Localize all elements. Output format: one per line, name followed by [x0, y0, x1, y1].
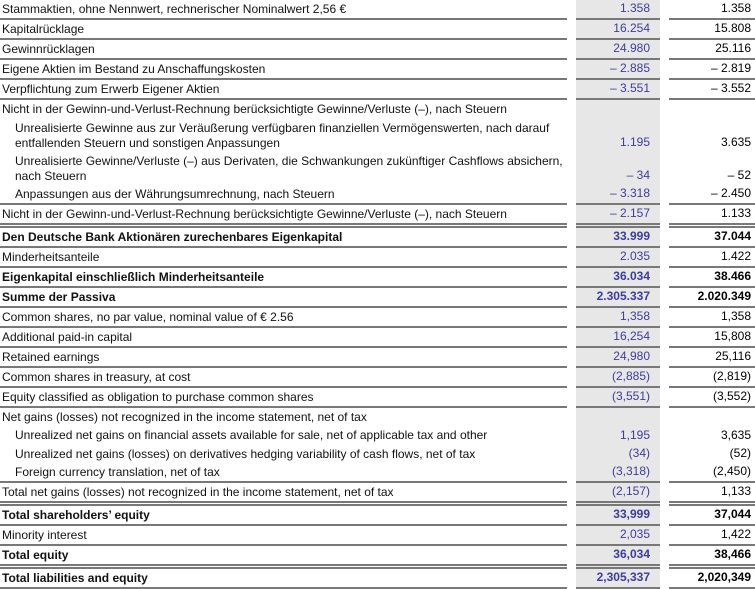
value-current-text: 16,254 — [613, 328, 650, 343]
column-gap — [660, 119, 669, 152]
value-current-period — [576, 368, 660, 388]
row-label-text: Minority interest — [2, 528, 87, 542]
row-label-text: Common shares, no par value, nominal value of € 2.56 — [2, 309, 294, 324]
value-current-period — [576, 119, 660, 152]
row-label-text: Eigenkapital einschließlich Minderheitsanteile — [2, 269, 265, 284]
value-current-period — [576, 205, 660, 228]
table-row — [0, 152, 755, 185]
column-gap — [660, 569, 669, 589]
value-current-text: 1,358 — [619, 308, 650, 323]
value-current-text: – 3.318 — [609, 185, 650, 200]
row-label — [0, 185, 567, 205]
row-label — [0, 100, 567, 119]
value-prior-period — [669, 368, 755, 388]
column-gap — [660, 40, 669, 60]
value-prior-text: 2.020.349 — [697, 288, 751, 303]
value-prior-period — [669, 40, 755, 60]
table-row — [0, 185, 755, 205]
value-current-text: (3,551) — [611, 388, 650, 403]
table-row — [0, 463, 755, 483]
column-gap — [660, 185, 669, 205]
column-gap — [660, 445, 669, 464]
row-label — [0, 205, 567, 228]
value-current-text: 24,980 — [613, 348, 650, 363]
value-prior-text: 38.466 — [714, 268, 751, 283]
value-prior-text: 2,020,349 — [697, 570, 751, 584]
row-label-text: Eigene Aktien im Bestand zu Anschaffungskosten — [2, 62, 266, 76]
value-prior-period — [669, 0, 755, 20]
value-prior-period — [669, 348, 755, 368]
value-prior-period — [669, 185, 755, 205]
table-row — [0, 426, 755, 445]
column-gap — [660, 228, 669, 248]
table-row — [0, 119, 755, 152]
value-prior-period — [669, 426, 755, 445]
row-label-text: Unrealisierte Gewinne aus zur Veräußerung verfügbaren finanziellen Vermögenswerten, nach darauf entfallenden Steuern und sonstigen Anpassungen — [15, 120, 550, 150]
value-current-period — [576, 152, 660, 185]
value-prior-period — [669, 100, 755, 119]
value-prior-text: 37.044 — [714, 228, 751, 243]
value-current-period — [576, 100, 660, 119]
value-prior-period — [669, 388, 755, 408]
value-prior-period — [669, 308, 755, 328]
value-prior-text: 3.635 — [720, 134, 751, 149]
row-label-text: Foreign currency translation, net of tax — [15, 465, 220, 479]
table-row — [0, 60, 755, 80]
value-current-text: 36.034 — [613, 268, 650, 283]
value-current-text: 2.035 — [619, 248, 650, 263]
table-row — [0, 569, 755, 589]
value-prior-period — [669, 288, 755, 308]
row-label-text: Gewinnrücklagen — [2, 42, 95, 56]
column-gap — [660, 60, 669, 80]
value-current-text: (3,318) — [611, 464, 650, 478]
value-current-text: (2,157) — [611, 484, 650, 498]
value-current-period — [576, 185, 660, 205]
column-gap — [660, 308, 669, 328]
column-gap — [660, 152, 669, 185]
table-row — [0, 506, 755, 526]
value-current-period — [576, 40, 660, 60]
table-row — [0, 526, 755, 546]
table-row — [0, 408, 755, 427]
value-prior-text: – 52 — [727, 167, 751, 182]
value-current-period — [576, 526, 660, 546]
table-row — [0, 228, 755, 248]
table-row — [0, 328, 755, 348]
row-label-text: Verpflichtung zum Erwerb Eigener Aktien — [2, 82, 220, 96]
row-label-text: Total net gains (losses) not recognized in the income statement, net of tax — [2, 485, 394, 499]
row-label — [0, 268, 567, 288]
column-gap — [660, 408, 669, 427]
row-label — [0, 368, 567, 388]
value-prior-period — [669, 328, 755, 348]
row-label — [0, 119, 567, 152]
value-current-period — [576, 546, 660, 569]
value-prior-text: 1.358 — [720, 1, 751, 15]
value-current-text: 16.254 — [613, 21, 650, 35]
value-prior-text: 37,044 — [714, 507, 751, 521]
value-prior-text: 1,422 — [720, 527, 751, 541]
column-gap — [660, 483, 669, 506]
row-label-text: Retained earnings — [2, 349, 100, 364]
value-current-text: – 34 — [626, 167, 650, 182]
column-gap — [660, 506, 669, 526]
value-prior-period — [669, 152, 755, 185]
value-current-period — [576, 0, 660, 20]
column-gap — [660, 328, 669, 348]
row-label — [0, 40, 567, 60]
value-current-period — [576, 248, 660, 268]
row-label-text: Net gains (losses) not recognized in the income statement, net of tax — [2, 409, 367, 424]
row-label-text: Total liabilities and equity — [2, 571, 148, 585]
row-label — [0, 80, 567, 100]
row-label-text: Unrealized net gains on financial assets available for sale, net of applicable tax and other — [15, 428, 488, 442]
value-prior-period — [669, 119, 755, 152]
row-label — [0, 483, 567, 506]
row-label — [0, 288, 567, 308]
value-current-text: 2,305,337 — [596, 570, 650, 584]
value-current-period — [576, 445, 660, 464]
row-label — [0, 463, 567, 483]
value-prior-period — [669, 60, 755, 80]
value-current-text: – 2.885 — [609, 61, 650, 75]
value-current-period — [576, 268, 660, 288]
value-current-period — [576, 408, 660, 427]
table-row — [0, 288, 755, 308]
value-prior-text: 1.133 — [720, 205, 751, 220]
value-current-text: 33.999 — [613, 228, 650, 243]
value-prior-period — [669, 20, 755, 40]
row-label — [0, 506, 567, 526]
value-prior-text: 38,466 — [714, 547, 751, 561]
table-row — [0, 445, 755, 464]
column-gap — [660, 388, 669, 408]
column-gap — [660, 426, 669, 445]
column-gap — [660, 205, 669, 228]
column-gap — [660, 288, 669, 308]
value-current-text: (2,885) — [611, 368, 650, 383]
column-gap — [660, 268, 669, 288]
row-label — [0, 526, 567, 546]
row-label — [0, 60, 567, 80]
row-label — [0, 426, 567, 445]
value-current-text: 36,034 — [613, 547, 650, 561]
value-current-text: 1.195 — [619, 134, 650, 149]
value-prior-period — [669, 546, 755, 569]
value-current-period — [576, 60, 660, 80]
table-row — [0, 388, 755, 408]
value-current-text: – 2.157 — [609, 205, 650, 220]
value-prior-period — [669, 463, 755, 483]
value-current-text: 1.358 — [619, 1, 650, 15]
column-gap — [660, 463, 669, 483]
value-current-period — [576, 483, 660, 506]
table-row — [0, 20, 755, 40]
row-label-text: Kapitalrücklage — [2, 22, 85, 36]
value-prior-text: 25,116 — [715, 348, 751, 363]
column-gap — [660, 526, 669, 546]
value-current-text: 2.305.337 — [596, 288, 650, 303]
value-prior-text: 15.808 — [714, 21, 751, 35]
row-label-text: Common shares in treasury, at cost — [2, 369, 191, 384]
row-label — [0, 328, 567, 348]
value-prior-text: – 3.552 — [710, 81, 751, 95]
table-row — [0, 100, 755, 119]
value-prior-text: (2,819) — [712, 368, 751, 383]
column-gap — [660, 368, 669, 388]
row-label — [0, 569, 567, 589]
value-current-text: 2,035 — [619, 527, 650, 541]
column-gap — [660, 80, 669, 100]
value-current-period — [576, 506, 660, 526]
table-row — [0, 205, 755, 228]
row-label-text: Anpassungen aus der Währungsumrechnung, nach Steuern — [15, 186, 335, 201]
row-label-text: Minderheitsanteile — [2, 249, 100, 264]
row-label-text: Summe der Passiva — [2, 289, 116, 304]
row-label — [0, 248, 567, 268]
value-prior-text: (52) — [729, 446, 751, 460]
value-prior-text: 3,635 — [720, 427, 751, 442]
value-current-period — [576, 348, 660, 368]
value-prior-period — [669, 80, 755, 100]
value-current-period — [576, 80, 660, 100]
row-label — [0, 445, 567, 464]
row-label-text: Unrealized net gains (losses) on derivatives hedging variability of cash flows, net of tax — [15, 446, 476, 461]
table-row — [0, 40, 755, 60]
value-prior-period — [669, 228, 755, 248]
value-current-period — [576, 463, 660, 483]
value-current-period — [576, 569, 660, 589]
column-gap — [660, 0, 669, 20]
value-prior-text: 25.116 — [715, 41, 751, 55]
value-current-text: 1,195 — [619, 427, 650, 442]
table-row — [0, 0, 755, 20]
row-label-text: Nicht in der Gewinn-und-Verlust-Rechnung berücksichtigte Gewinne/Verluste (–), nach Steuern — [2, 102, 507, 116]
value-current-text: (34) — [628, 446, 650, 460]
row-label — [0, 308, 567, 328]
table-row — [0, 308, 755, 328]
value-current-text: 33,999 — [613, 507, 650, 521]
table-row — [0, 368, 755, 388]
value-prior-text: (2,450) — [712, 464, 751, 478]
value-prior-text: (3,552) — [712, 388, 751, 403]
table-row — [0, 248, 755, 268]
row-label-text: Total equity — [2, 548, 69, 562]
value-prior-period — [669, 506, 755, 526]
table-row — [0, 348, 755, 368]
column-gap — [660, 20, 669, 40]
value-current-period — [576, 228, 660, 248]
value-prior-period — [669, 268, 755, 288]
row-label — [0, 546, 567, 569]
row-label — [0, 152, 567, 185]
value-current-period — [576, 426, 660, 445]
value-prior-text: – 2.819 — [710, 61, 751, 75]
column-gap — [660, 348, 669, 368]
row-label-text: Nicht in der Gewinn-und-Verlust-Rechnung berücksichtigte Gewinne/Verluste (–), nach Steuern — [2, 206, 507, 221]
column-gap — [660, 100, 669, 119]
row-label-text: Unrealisierte Gewinne/Verluste (–) aus Derivaten, die Schwankungen zukünftiger Cashflows absichern, nach Steuern — [15, 153, 563, 183]
value-prior-period — [669, 248, 755, 268]
table-row — [0, 546, 755, 569]
value-current-period — [576, 20, 660, 40]
row-label-text: Equity classified as obligation to purchase common shares — [2, 389, 314, 404]
value-current-period — [576, 308, 660, 328]
row-label-text: Stammaktien, ohne Nennwert, rechnerischer Nominalwert 2,56 € — [2, 2, 347, 16]
row-label-text: Total shareholders’ equity — [2, 508, 150, 522]
value-current-period — [576, 288, 660, 308]
value-current-text: 24.980 — [613, 41, 650, 55]
value-prior-period — [669, 483, 755, 506]
value-prior-text: 15,808 — [714, 328, 751, 343]
row-label — [0, 0, 567, 20]
value-current-text: – 3.551 — [609, 81, 650, 95]
table-row — [0, 483, 755, 506]
value-prior-period — [669, 205, 755, 228]
value-prior-text: 1.422 — [720, 248, 751, 263]
row-label — [0, 348, 567, 368]
value-prior-period — [669, 408, 755, 427]
column-gap — [660, 248, 669, 268]
row-label — [0, 408, 567, 427]
column-gap — [660, 546, 669, 569]
table-row — [0, 268, 755, 288]
value-prior-period — [669, 569, 755, 589]
value-prior-text: 1,358 — [720, 308, 751, 323]
row-label-text: Den Deutsche Bank Aktionären zurechenbares Eigenkapital — [2, 229, 343, 244]
value-current-period — [576, 388, 660, 408]
row-label — [0, 20, 567, 40]
value-current-period — [576, 328, 660, 348]
row-label — [0, 228, 567, 248]
value-prior-text: 1,133 — [720, 484, 751, 498]
row-label-text: Additional paid-in capital — [2, 329, 133, 344]
table-row — [0, 80, 755, 100]
value-prior-text: – 2.450 — [710, 185, 751, 200]
value-prior-period — [669, 526, 755, 546]
value-prior-period — [669, 445, 755, 464]
row-label — [0, 388, 567, 408]
